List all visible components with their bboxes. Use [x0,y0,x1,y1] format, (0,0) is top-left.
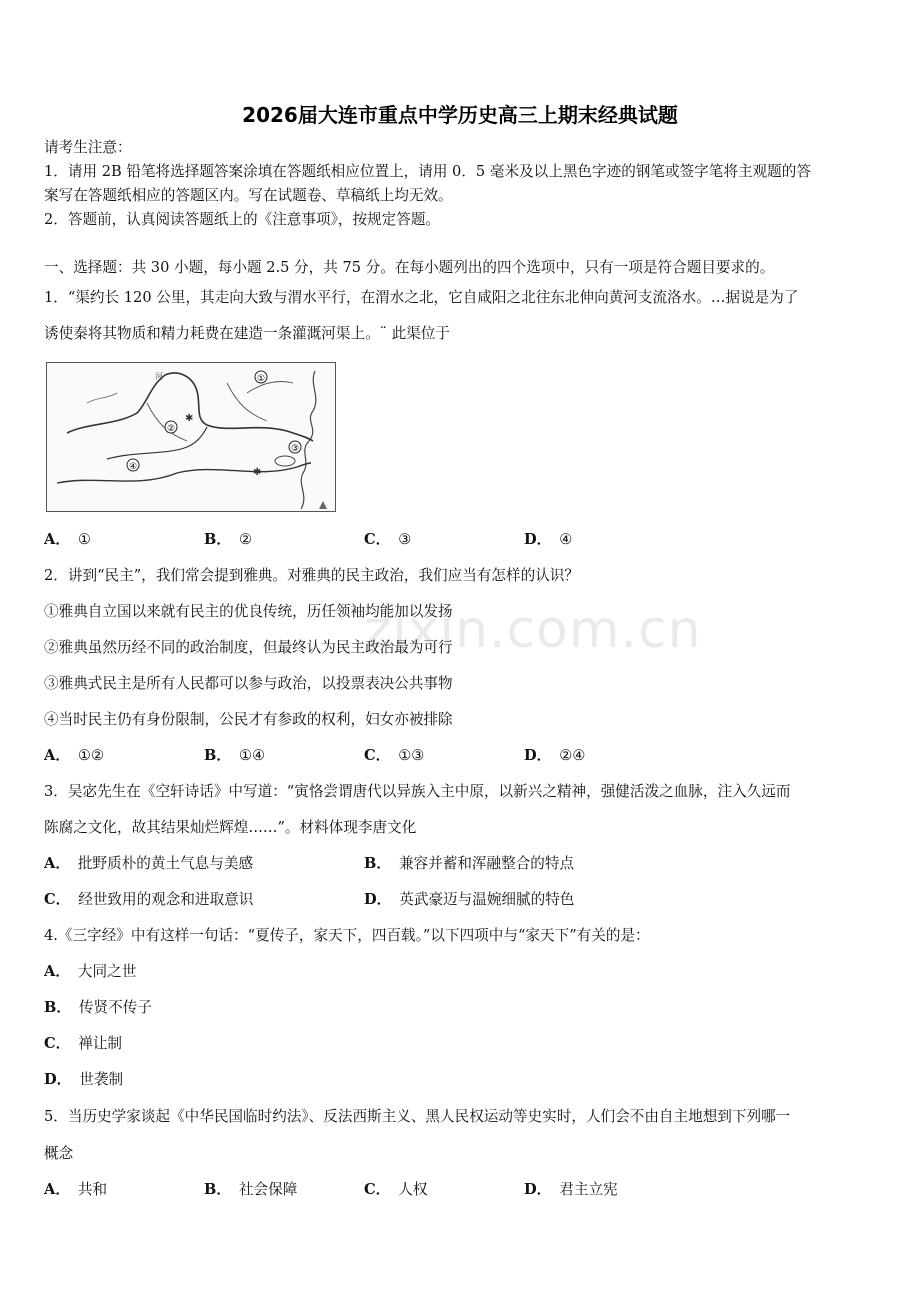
watermark: zixin.com.cn [364,600,702,660]
notice-line-1a: 1．请用 2B 铅笔将选择题答案涂填在答题纸相应位置上，请用 0．5 毫米及以上黑色字迹的钢笔或签字笔将主观题的答 [44,163,811,180]
option-letter: C． [364,531,391,548]
q5-option-a[interactable] [44,1179,107,1201]
q4-option-a[interactable] [44,961,136,983]
lake [275,456,295,466]
city-star-icon: ✱ [185,413,194,424]
q2-statement-1: ①雅典自立国以来就有民主的优良传统，历任领袖均能加以发扬 [44,603,453,620]
q1-map-figure [46,362,336,512]
wei-river [107,427,207,459]
q1-option-c[interactable] [364,529,411,551]
q2-option-c[interactable] [364,745,424,767]
option-text: 英武豪迈与温婉细腻的特色 [399,891,575,908]
option-letter: C． [44,891,71,908]
map-drawing [47,363,335,511]
city-star-icon: ✱ [253,467,262,478]
island [319,501,327,509]
option-letter: A． [44,747,70,764]
marker-4-label: ④ [128,462,138,472]
q5-stem-line-2: 概念 [44,1145,74,1162]
option-letter: C． [44,1035,71,1052]
river-label: 河 [155,372,163,381]
option-text: 传贤不传子 [78,999,152,1016]
option-text: 共和 [77,1181,108,1198]
notice-line-2: 2．答题前，认真阅读答题纸上的《注意事项》，按规定答题。 [44,211,441,228]
option-text: ④ [559,531,573,548]
river-branch [247,381,293,393]
q3-stem-line-2: 陈腐之文化，故其结果灿烂辉煌……”。材料体现李唐文化 [44,819,417,836]
option-text: 大同之世 [77,963,137,980]
q5-option-d[interactable] [524,1179,618,1201]
coastline [301,371,316,509]
q1-stem-line-2: 诱使秦将其物质和精力耗费在建造一条灌溉河渠上。¨ 此渠位于 [44,325,450,342]
option-text: ①③ [398,747,425,764]
page-title: 2026届大连市重点中学历史高三上期末经典试题 [242,103,678,127]
option-letter: B． [204,531,231,548]
option-letter: D． [524,747,552,764]
q1-option-b[interactable] [204,529,252,551]
q5-option-b[interactable] [204,1179,297,1201]
marker-3-label: ③ [290,444,300,454]
option-text: ② [238,531,253,548]
q4-option-b[interactable] [44,997,152,1019]
option-text: 禅让制 [78,1035,123,1052]
option-text: ①② [77,747,105,764]
q2-stem: 2．讲到“民主”，我们常会提到雅典。对雅典的民主政治，我们应当有怎样的认识？ [44,567,579,584]
q4-option-c[interactable] [44,1033,122,1055]
option-text: 人权 [398,1181,428,1198]
notice-line-1b: 案写在答题纸相应的答题区内。写在试题卷、草稿纸上均无效。 [44,187,453,204]
option-letter: D． [44,1071,72,1088]
option-letter: A． [44,1181,70,1198]
q2-statement-2: ②雅典虽然历经不同的政治制度，但最终认为民主政治最为可行 [44,639,453,656]
option-text: ①④ [238,747,266,764]
option-letter: C． [364,1181,391,1198]
section-heading: 一、选择题：共 30 小题，每小题 2.5 分，共 75 分。在每小题列出的四个选项中，只有一项是符合题目要求的。 [44,259,775,276]
q1-option-d[interactable] [524,529,572,551]
option-letter: B． [204,747,231,764]
q2-option-a[interactable] [44,745,104,767]
notice-heading: 请考生注意： [44,139,132,156]
river-branch [87,393,117,403]
q3-option-a[interactable] [44,853,253,875]
q3-option-c[interactable] [44,889,253,911]
q5-option-c[interactable] [364,1179,427,1201]
q3-stem-line-1: 3．吴宓先生在《空轩诗话》中写道：“寅恪尝谓唐代以异族入主中原，以新兴之精神，强健活泼之血脉，注入久远而 [44,783,791,800]
q2-statement-4: ④当时民主仍有身份限制，公民才有参政的权利，妇女亦被排除 [44,711,453,728]
option-letter: B． [364,855,391,872]
option-text: 兼容并蓄和浑融整合的特点 [398,855,575,872]
yangtze-river [57,463,311,483]
option-letter: A． [44,855,70,872]
q4-option-d[interactable] [44,1069,123,1091]
q3-option-b[interactable] [364,853,574,875]
option-text: ③ [398,531,412,548]
option-letter: D． [524,531,552,548]
q1-stem-line-1: 1．“渠约长 120 公里，其走向大致与渭水平行，在渭水之北，它自咸阳之北往东北伸向黄河支流洛水。…据说是为了 [44,289,799,306]
q3-option-d[interactable] [364,889,574,911]
option-letter: D． [524,1181,552,1198]
option-text: 世袭制 [79,1071,124,1088]
option-text: 君主立宪 [559,1181,618,1198]
option-letter: B． [204,1181,231,1198]
river-branch [227,383,267,421]
q1-option-a[interactable] [44,529,91,551]
q2-option-b[interactable] [204,745,265,767]
option-letter: C． [364,747,391,764]
yellow-river [67,373,313,441]
marker-1-label: ① [256,374,266,384]
option-letter: A． [44,963,70,980]
q2-option-d[interactable] [524,745,585,767]
option-text: ②④ [559,747,586,764]
q4-stem: 4.《三字经》中有这样一句话：“夏传子，家天下，四百载。”以下四项中与“家天下”有关的是： [44,927,650,944]
q5-stem-line-1: 5．当历史学家谈起《中华民国临时约法》、反法西斯主义、黑人民权运动等史实时，人们会不由自主地想到下列哪一 [44,1108,791,1125]
option-text: ① [77,531,92,548]
option-letter: B． [44,999,71,1016]
option-text: 经世致用的观念和进取意识 [78,891,254,908]
option-letter: D． [364,891,392,908]
option-text: 批野质朴的黄土气息与美感 [77,855,254,872]
q2-statement-3: ③雅典式民主是所有人民都可以参与政治，以投票表决公共事物 [44,675,453,692]
option-text: 社会保障 [238,1181,298,1198]
option-letter: A． [44,531,70,548]
marker-2-label: ② [166,424,176,434]
